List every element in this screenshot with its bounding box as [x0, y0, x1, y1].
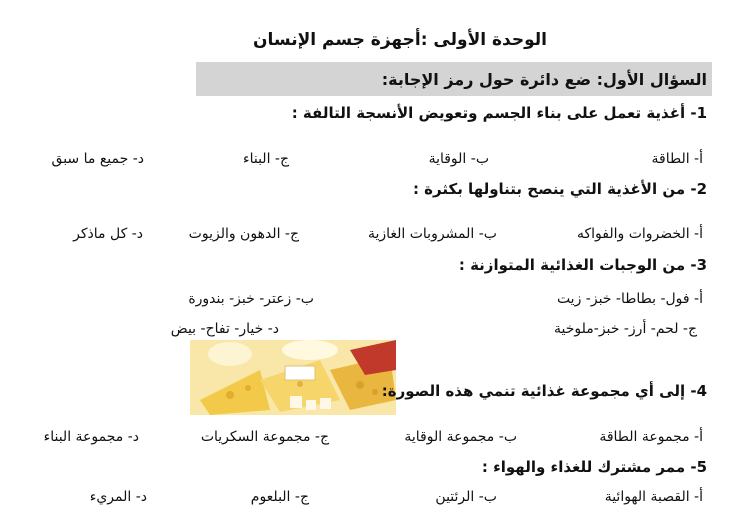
question-2: 2- من الأغذية التي ينصح بتناولها بكثرة :	[412, 180, 707, 198]
q1-option-c[interactable]: ج- البناء	[243, 151, 289, 167]
q5-option-a[interactable]: أ- القصبة الهوائية	[604, 489, 703, 505]
q3-option-a[interactable]: أ- فول- بطاطا- خبز- زيت	[556, 291, 703, 307]
q1-option-b[interactable]: ب- الوقاية	[428, 151, 489, 167]
q2-option-a[interactable]: أ- الخضروات والفواكه	[576, 226, 703, 242]
q2-option-d[interactable]: د- كل ماذكر	[73, 226, 143, 242]
instruction-text: السؤال الأول: ضع دائرة حول رمز الإجابة:	[381, 70, 707, 89]
q2-option-b[interactable]: ب- المشروبات الغازية	[367, 226, 497, 242]
q4-option-b[interactable]: ب- مجموعة الوقاية	[404, 429, 517, 445]
question-1: 1- أغذية تعمل على بناء الجسم وتعويض الأنسجة التالفة :	[291, 104, 707, 122]
q5-option-d[interactable]: د- المريء	[89, 489, 147, 505]
q1-option-a[interactable]: أ- الطاقة	[651, 151, 703, 167]
q2-option-c[interactable]: ج- الدهون والزيوت	[188, 226, 299, 242]
unit-title: الوحدة الأولى :أجهزة جسم الإنسان	[253, 30, 547, 50]
q5-option-c[interactable]: ج- البلعوم	[250, 489, 309, 505]
question-5: 5- ممر مشترك للغذاء والهواء :	[481, 458, 707, 476]
q4-option-d[interactable]: د- مجموعة البناء	[43, 429, 139, 445]
q3-option-c[interactable]: ج- لحم- أرز- خبز-ملوخية	[554, 321, 697, 337]
question-3: 3- من الوجبات الغذائية المتوازنة :	[458, 256, 707, 274]
q3-option-b[interactable]: ب- زعتر- خبز- بندورة	[188, 291, 314, 307]
q4-option-c[interactable]: ج- مجموعة السكريات	[200, 429, 329, 445]
cheese-illustration	[190, 340, 396, 415]
q3-option-d[interactable]: د- خيار- تفاح- بيض	[170, 321, 279, 337]
cheese-image	[190, 340, 396, 415]
q1-option-d[interactable]: د- جميع ما سبق	[51, 151, 144, 167]
q4-option-a[interactable]: أ- مجموعة الطاقة	[599, 429, 703, 445]
q5-option-b[interactable]: ب- الرئتين	[435, 489, 497, 505]
question-4: 4- إلى أي مجموعة غذائية تنمي هذه الصورة:	[381, 382, 707, 400]
